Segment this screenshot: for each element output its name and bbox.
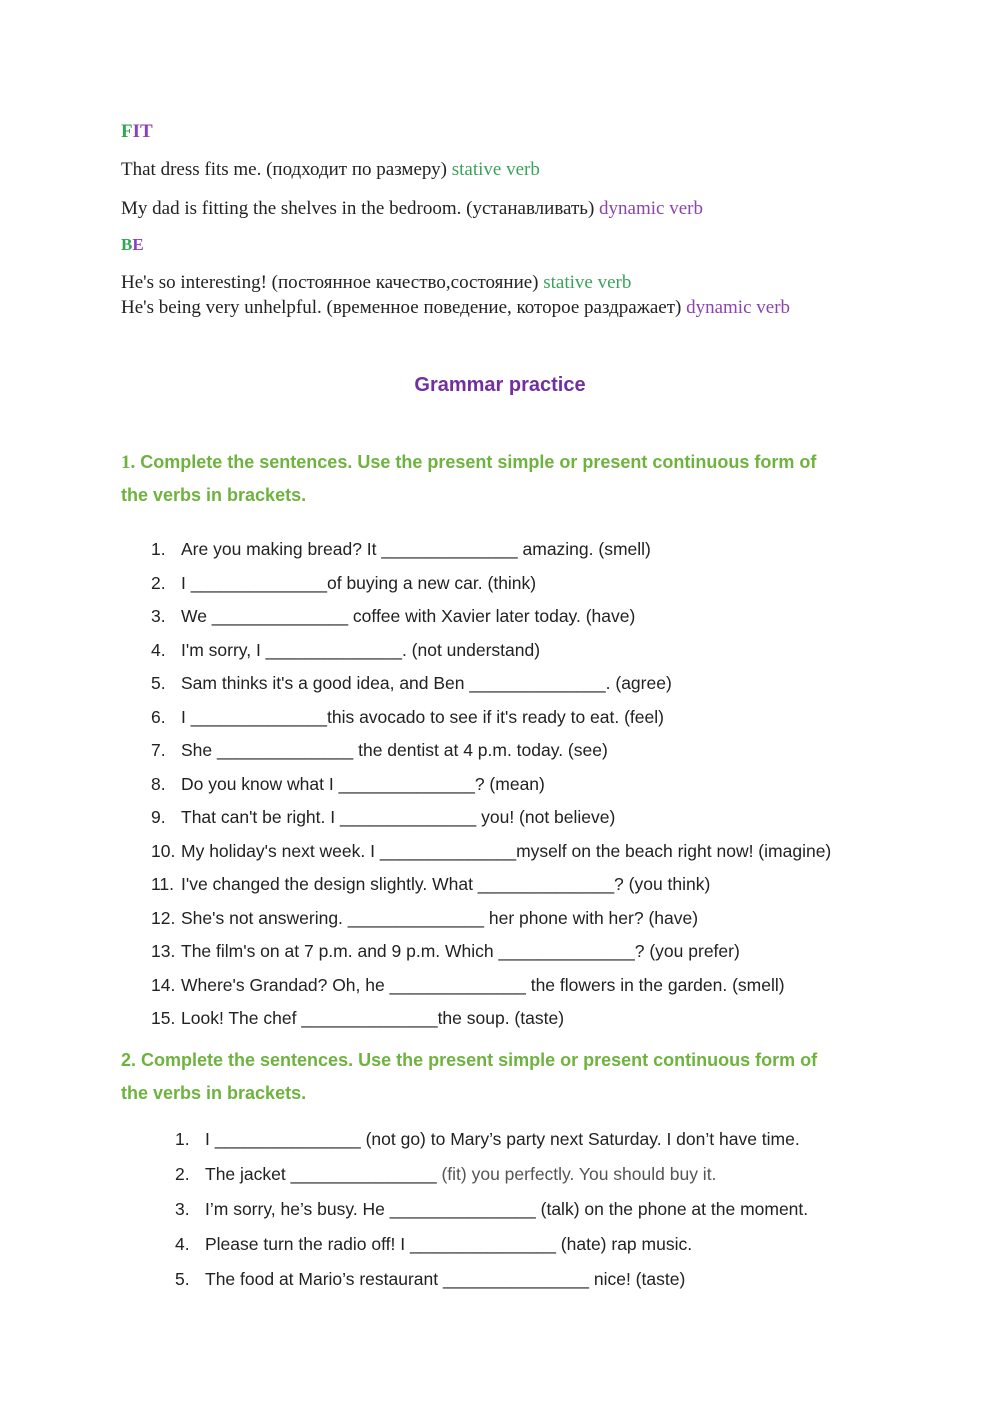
item-sentence: That can't be right. I ______________ you! (not believe) xyxy=(181,807,616,827)
item-sentence: Please turn the radio off! I _______________ (hate) rap music. xyxy=(205,1234,693,1254)
example-text: He's being very unhelpful. (временное поведение, которое раздражает) xyxy=(121,297,682,318)
list-item xyxy=(175,1262,808,1297)
be-example-stative xyxy=(121,272,631,294)
exercise-1-list xyxy=(151,533,831,1036)
list-item xyxy=(151,1002,831,1036)
list-item xyxy=(151,868,831,902)
fit-example-dynamic xyxy=(121,198,703,220)
item-number: 6. xyxy=(151,706,166,727)
item-sentence: We ______________ coffee with Xavier later today. (have) xyxy=(181,606,636,626)
item-number: 12. xyxy=(151,907,176,928)
item-sentence: Look! The chef ______________the soup. (taste) xyxy=(181,1008,565,1028)
exercise-1-instruction xyxy=(121,446,891,512)
be-example-dynamic xyxy=(121,297,790,319)
instruction-line: 2. Complete the sentences. Use the present simple or present continuous form of xyxy=(121,1050,818,1070)
stative-tag: stative verb xyxy=(543,272,632,293)
item-sentence: Where's Grandad? Oh, he ______________ the flowers in the garden. (smell) xyxy=(181,974,785,995)
item-number: 7. xyxy=(151,740,166,760)
item-number: 1. xyxy=(151,539,166,559)
item-sentence: She's not answering. ______________ her phone with her? (have) xyxy=(181,907,699,928)
dynamic-tag: dynamic verb xyxy=(686,297,791,318)
list-item xyxy=(151,935,831,969)
example-text: That dress fits me. (подходит по размеру) xyxy=(121,159,447,180)
list-item xyxy=(151,902,831,936)
list-item xyxy=(151,835,831,869)
item-number: 5. xyxy=(175,1269,190,1289)
fit-example-stative xyxy=(121,159,540,181)
item-number: 15. xyxy=(151,1008,176,1028)
list-item xyxy=(151,567,831,601)
instruction-line: Complete the sentences. Use the present simple or present continuous form of xyxy=(140,452,817,472)
item-sentence: She ______________ the dentist at 4 p.m. today. (see) xyxy=(181,740,608,760)
item-sentence: I've changed the design slightly. What ______________? (you think) xyxy=(181,874,711,894)
be-heading: BE xyxy=(121,235,144,254)
item-sentence: Sam thinks it's a good idea, and Ben ______________. (agree) xyxy=(181,673,672,693)
item-sentence: Do you know what I ______________? (mean) xyxy=(181,773,545,794)
item-sentence: The jacket _______________ xyxy=(205,1164,442,1184)
list-item xyxy=(175,1192,808,1227)
page-title: Grammar practice xyxy=(414,374,586,396)
item-number: 11. xyxy=(151,874,175,894)
item-number: 8. xyxy=(151,773,166,794)
list-item xyxy=(175,1227,808,1262)
item-sentence: I'm sorry, I ______________. (not understand) xyxy=(181,639,541,660)
item-number: 10. xyxy=(151,840,176,861)
item-number: 5. xyxy=(151,673,166,693)
exercise-number: 1. xyxy=(121,452,136,473)
item-number: 4. xyxy=(175,1234,190,1254)
example-text: He's so interesting! (постоянное качество,состояние) xyxy=(121,272,539,293)
item-sentence: Are you making bread? It ______________ amazing. (smell) xyxy=(181,539,651,559)
instruction-line: the verbs in brackets. xyxy=(121,485,307,505)
list-item xyxy=(151,634,831,668)
item-number: 4. xyxy=(151,639,166,660)
stative-tag: stative verb xyxy=(451,159,540,180)
item-sentence: I ______________of buying a new car. (think) xyxy=(181,572,537,593)
fit-heading: FIT xyxy=(121,121,153,142)
list-item xyxy=(151,801,831,835)
exercise-2-instruction xyxy=(121,1044,891,1110)
item-sentence: The food at Mario’s restaurant _______________ nice! (taste) xyxy=(205,1269,686,1289)
item-number: 1. xyxy=(175,1129,190,1149)
list-item xyxy=(151,969,831,1003)
item-number: 3. xyxy=(151,606,166,626)
list-item xyxy=(151,533,831,567)
item-number: 3. xyxy=(175,1199,190,1219)
item-number: 2. xyxy=(151,572,166,593)
item-number: 13. xyxy=(151,941,176,961)
example-text: My dad is fitting the shelves in the bedroom. (устанавливать) xyxy=(121,198,595,219)
list-item xyxy=(151,701,831,735)
instruction-line: the verbs in brackets. xyxy=(121,1083,307,1103)
item-sentence: My holiday's next week. I ______________myself on the beach right now! (imagine) xyxy=(181,840,832,861)
item-sentence: I _______________ (not go) to Mary’s party next Saturday. I don’t have time. xyxy=(205,1129,800,1149)
list-item xyxy=(151,600,831,634)
item-number: 14. xyxy=(151,974,176,995)
item-sentence: The film's on at 7 p.m. and 9 p.m. Which ______________? (you prefer) xyxy=(181,941,740,961)
list-item xyxy=(175,1157,808,1192)
item-number: 2. xyxy=(175,1164,190,1184)
list-item xyxy=(151,734,831,768)
exercise-2-list xyxy=(175,1122,808,1297)
list-item xyxy=(151,667,831,701)
list-item xyxy=(175,1122,808,1157)
dynamic-tag: dynamic verb xyxy=(599,198,703,219)
item-sentence: I’m sorry, he’s busy. He _______________ (talk) on the phone at the moment. xyxy=(205,1199,809,1219)
item-sentence: I ______________this avocado to see if it's ready to eat. (feel) xyxy=(181,706,664,727)
item-number: 9. xyxy=(151,807,166,827)
list-item xyxy=(151,768,831,802)
item-sentence-tail: (fit) you perfectly. You should buy it. xyxy=(441,1164,717,1184)
